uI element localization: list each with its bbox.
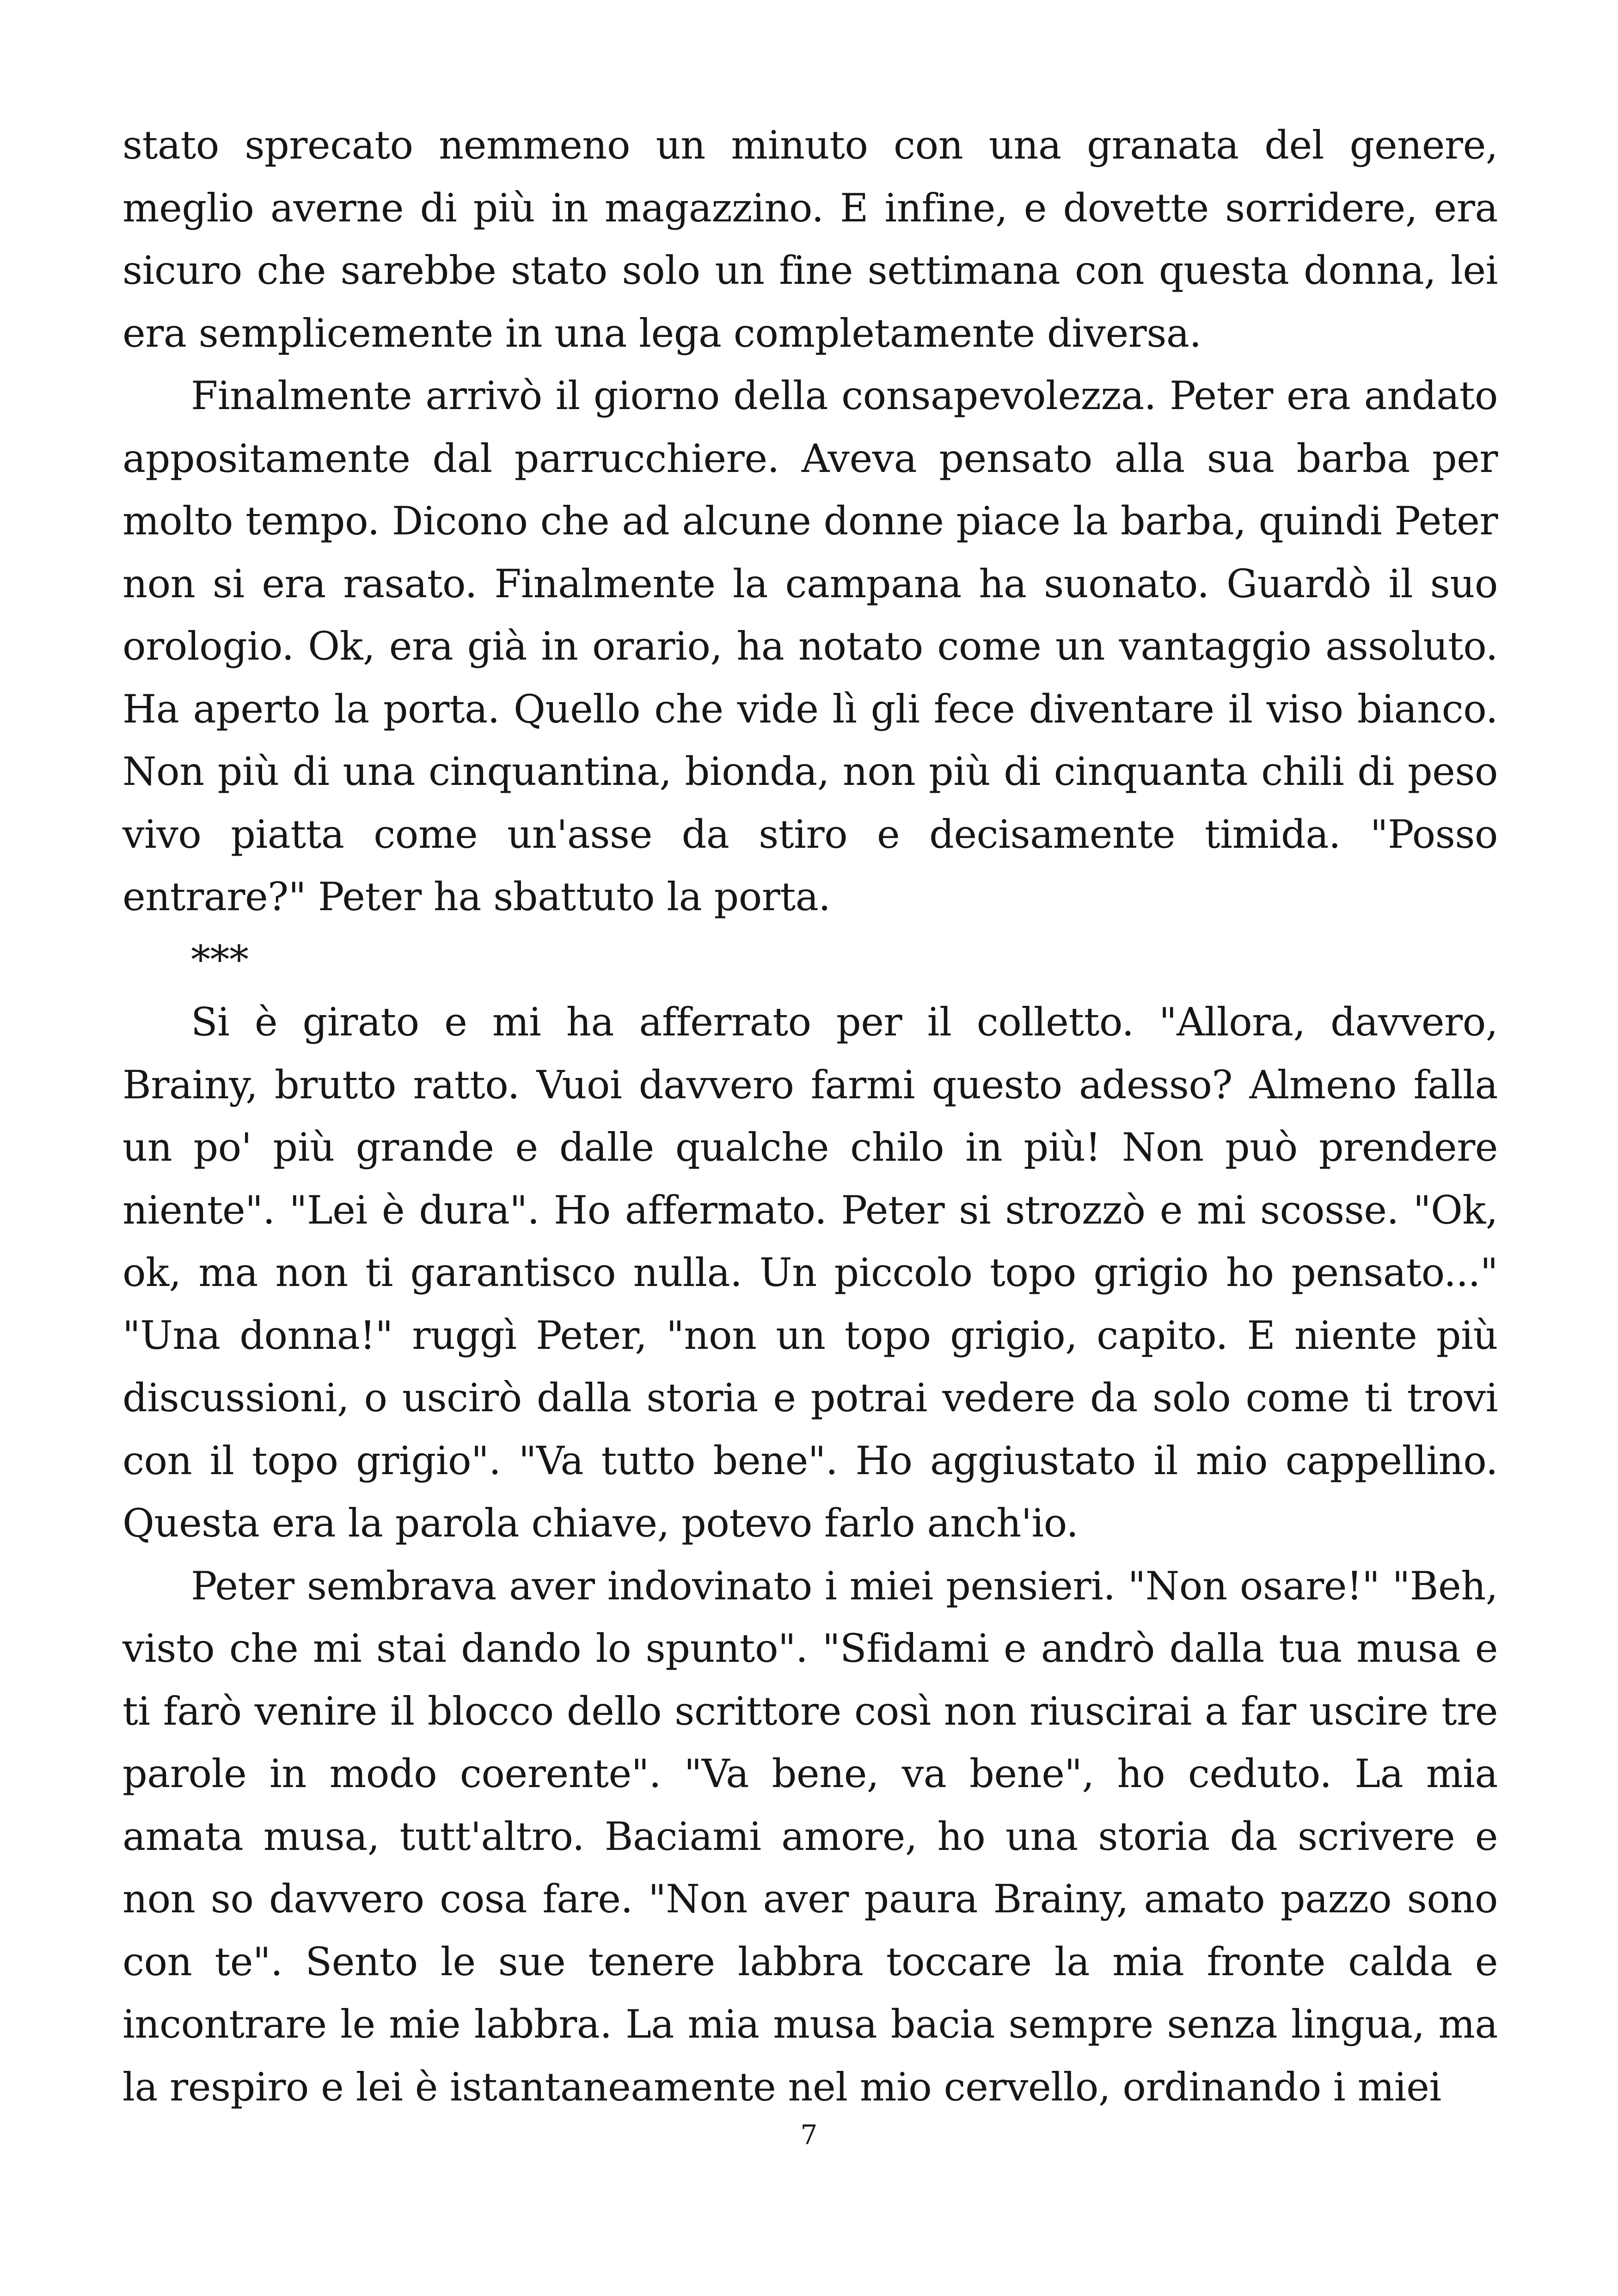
paragraph-continuation: stato sprecato nemmeno un minuto con una granata del genere, meglio averne di più in magazzino. E infine, e dovette sorridere, era sicuro che sarebbe stato solo un fine settimana con questa donna, lei era semplicemente in una lega completamente diversa. [123,122,1498,356]
page-number: 7 [800,2119,818,2150]
paragraph-collar: Si è girato e mi ha afferrato per il colletto. "Allora, davvero, Brainy, brutto ratto. Vuoi davvero farmi questo adesso? Almeno falla un po' più grande e dalle qualche chilo in più! Non può prendere niente". "Lei è dura". Ho affermato. Peter si strozzò e mi scosse. "Ok, ok, ma non ti garantisco nulla. Un piccolo topo grigio ho pensato..." "Una donna!" ruggì Peter, "non un topo grigio, capito. E niente più discussioni, o uscirò dalla storia e potrai vedere da solo come ti trovi con il topo grigio". "Va tutto bene". Ho aggiustato il mio cappellino. Questa era la parola chiave, potevo farlo anch'io. [123,999,1498,1546]
paragraph-muse: Peter sembrava aver indovinato i miei pensieri. "Non osare!" "Beh, visto che mi stai dando lo spunto". "Sfidami e andrò dalla tua musa e ti farò venire il blocco dello scrittore così non riuscirai a far uscire tre parole in modo coerente". "Va bene, va bene", ho ceduto. La mia amata musa, tutt'altro. Baciami amore, ho una storia da scrivere e non so davvero cosa fare. "Non aver paura Brainy, amato pazzo sono con te". Sento le sue tenere labbra toccare la mia fronte calda e incontrare le mie labbra. La mia musa bacia sempre senza lingua, ma la respiro e lei è istantaneamente nel mio cervello, ordinando i miei [123,1563,1498,2110]
paragraph-doorbell: Finalmente arrivò il giorno della consapevolezza. Peter era andato appositamente dal parrucchiere. Aveva pensato alla sua barba per molto tempo. Dicono che ad alcune donne piace la barba, quindi Peter non si era rasato. Finalmente la campana ha suonato. Guardò il suo orologio. Ok, era già in orario, ha notato come un vantaggio assoluto. Ha aperto la porta. Quello che vide lì gli fece diventare il viso bianco. Non più di una cinquantina, bionda, non più di cinquanta chili di peso vivo piatta come un'asse da stiro e decisamente timida. "Posso entrare?" Peter ha sbattuto la porta. [123,373,1498,919]
section-separator: *** [191,937,249,982]
body-text [123,114,1498,2118]
